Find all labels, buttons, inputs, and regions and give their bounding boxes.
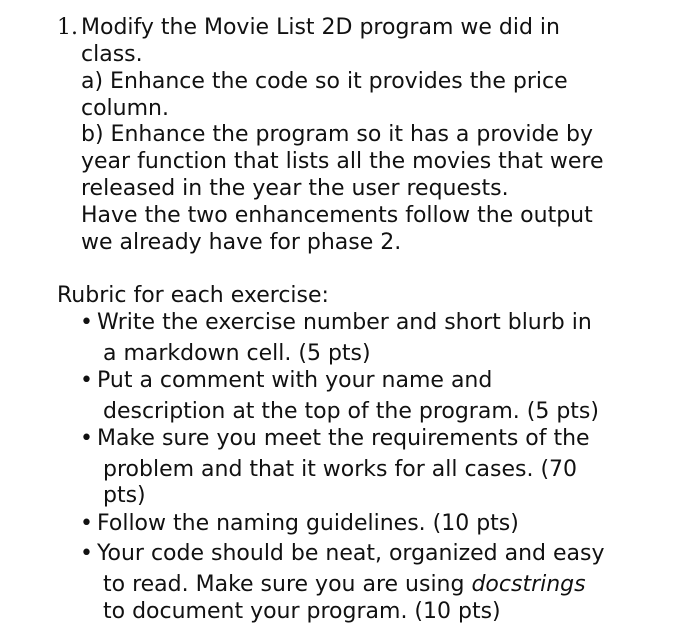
bullet-icon: • [80, 310, 93, 335]
question-line: Have the two enhancements follow the output [81, 203, 593, 228]
rubric-item-line [103, 572, 586, 598]
rubric-heading: Rubric for each exercise: [57, 283, 329, 308]
rubric-item-line: Make sure you meet the requirements of the [97, 426, 590, 451]
bullet-icon: • [80, 368, 93, 393]
docstrings-emphasis: docstrings [471, 572, 586, 597]
rubric-item-line: Write the exercise number and short blurb in [97, 310, 592, 335]
rubric-item-line: Put a comment with your name and [97, 368, 493, 393]
rubric-text: to read. Make sure you are using [103, 572, 472, 597]
rubric-item-line: to document your program. (10 pts) [103, 599, 501, 624]
bullet-icon: • [80, 541, 93, 566]
rubric-item-line: pts) [103, 483, 146, 508]
bullet-icon: • [80, 511, 93, 536]
question-line: released in the year the user requests. [81, 176, 509, 201]
rubric-item-line: a markdown cell. (5 pts) [103, 341, 371, 366]
rubric-item-line: problem and that it works for all cases. (70 [103, 457, 578, 482]
question-line: Modify the Movie List 2D program we did in [81, 15, 560, 40]
question-line: year function that lists all the movies that were [81, 149, 604, 174]
question-line: a) Enhance the code so it provides the price [81, 69, 568, 94]
question-line: b) Enhance the program so it has a provide by [81, 122, 593, 147]
question-line: we already have for phase 2. [81, 230, 402, 255]
rubric-item-line: Your code should be neat, organized and easy [97, 541, 605, 566]
rubric-item-line: Follow the naming guidelines. (10 pts) [97, 511, 519, 536]
rubric-item-line: description at the top of the program. (5 pts) [103, 399, 599, 424]
bullet-icon: • [80, 426, 93, 451]
question-line: class. [81, 42, 143, 67]
question-line: column. [81, 96, 169, 121]
question-number: 1. [57, 15, 78, 40]
